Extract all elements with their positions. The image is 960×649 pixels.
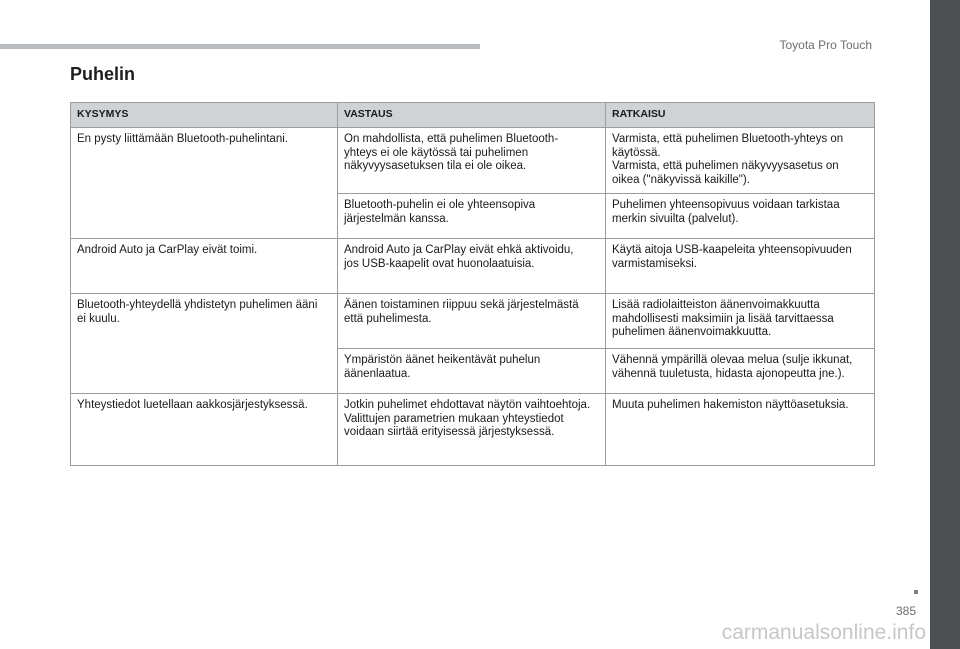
question-cell (71, 394, 338, 466)
solution-cell-line: Käytä aitoja USB-kaapeleita yhteensopivuuden (612, 244, 852, 256)
answer-cell (338, 194, 606, 239)
question-cell-line: En pysty liittämään Bluetooth-puhelintani. (77, 133, 288, 145)
solution-cell-line: Varmista, että puhelimen näkyvyysasetus on (612, 160, 839, 172)
solution-cell-line: käytössä. (612, 146, 661, 159)
page-marker (914, 590, 918, 594)
table-row (71, 294, 875, 349)
manual-title: Toyota Pro Touch (779, 38, 872, 52)
answer-cell-line: Äänen toistaminen riippuu sekä järjestelmästä (344, 299, 579, 311)
faq-table (70, 102, 875, 466)
question-cell (71, 239, 338, 294)
solution-cell-line: Varmista, että puhelimen Bluetooth-yhteys on (612, 133, 844, 145)
answer-cell-line: Bluetooth-puhelin ei ole yhteensopiva (344, 199, 536, 211)
solution-cell-line: Muuta puhelimen hakemiston näyttöasetuksia. (612, 399, 849, 411)
table-row (71, 394, 875, 466)
solution-cell-line: varmistamiseksi. (612, 257, 697, 270)
question-cell-line: Yhteystiedot luetellaan aakkosjärjestyksessä. (77, 399, 308, 411)
table-header-row (71, 103, 875, 128)
side-strip (930, 0, 960, 649)
column-header-solution: RATKAISU (606, 103, 875, 128)
solution-cell (606, 239, 875, 294)
solution-cell-line: Puhelimen yhteensopivuus voidaan tarkistaa (612, 199, 840, 211)
question-cell (71, 294, 338, 394)
page-number: 385 (896, 604, 917, 618)
page-title: Puhelin (70, 64, 136, 84)
answer-cell (338, 349, 606, 394)
question-cell-line: Bluetooth-yhteydellä yhdistetyn puhelimen ääni (77, 299, 318, 311)
answer-cell-line: että puhelimesta. (344, 312, 432, 325)
answer-cell-line: Valittujen parametrien mukaan yhteystiedot (344, 412, 564, 425)
solution-cell-line: Lisää radiolaitteiston äänenvoimakkuutta (612, 299, 820, 311)
question-cell-line: Android Auto ja CarPlay eivät toimi. (77, 244, 258, 256)
answer-cell-line: äänenlaatua. (344, 367, 411, 380)
answer-cell-line: yhteys ei ole käytössä tai puhelimen (344, 146, 529, 159)
solution-cell (606, 349, 875, 394)
question-cell-line: ei kuulu. (77, 312, 120, 325)
answer-cell-line: näkyvyysasetuksen tila ei ole oikea. (344, 160, 527, 172)
answer-cell (338, 128, 606, 194)
answer-cell (338, 394, 606, 466)
answer-cell-line: voidaan siirtää erityisessä järjestyksessä. (344, 426, 555, 438)
answer-cell-line: jos USB-kaapelit ovat huonolaatuisia. (344, 257, 535, 270)
column-header-question: KYSYMYS (71, 103, 338, 128)
solution-cell (606, 128, 875, 194)
table-row (71, 239, 875, 294)
solution-cell-line: mahdollisesti maksimiin ja lisää tarvittaessa (612, 312, 834, 325)
header-rule (0, 44, 480, 49)
answer-cell-line: Ympäristön äänet heikentävät puhelun (344, 354, 541, 366)
table-body (71, 128, 875, 466)
table-row (71, 128, 875, 194)
solution-cell-line: Vähennä ympärillä olevaa melua (sulje ikkunat, (612, 354, 853, 366)
solution-cell (606, 194, 875, 239)
answer-cell (338, 239, 606, 294)
solution-cell (606, 294, 875, 349)
solution-cell-line: merkin sivuilta (palvelut). (612, 212, 739, 225)
answer-cell-line: järjestelmän kanssa. (344, 212, 449, 225)
watermark: carmanualsonline.info (721, 621, 926, 644)
answer-cell-line: Android Auto ja CarPlay eivät ehkä aktivoidu, (344, 244, 574, 256)
column-header-answer: VASTAUS (338, 103, 606, 128)
solution-cell-line: vähennä tuuletusta, hidasta ajonopeutta jne.). (612, 367, 845, 380)
answer-cell-line: On mahdollista, että puhelimen Bluetooth- (344, 133, 559, 145)
answer-cell (338, 294, 606, 349)
solution-cell-line: puhelimen äänenvoimakkuutta. (612, 326, 772, 338)
answer-cell-line: Jotkin puhelimet ehdottavat näytön vaihtoehtoja. (344, 399, 591, 411)
solution-cell-line: oikea ("näkyvissä kaikille"). (612, 173, 750, 186)
question-cell (71, 128, 338, 239)
solution-cell (606, 394, 875, 466)
